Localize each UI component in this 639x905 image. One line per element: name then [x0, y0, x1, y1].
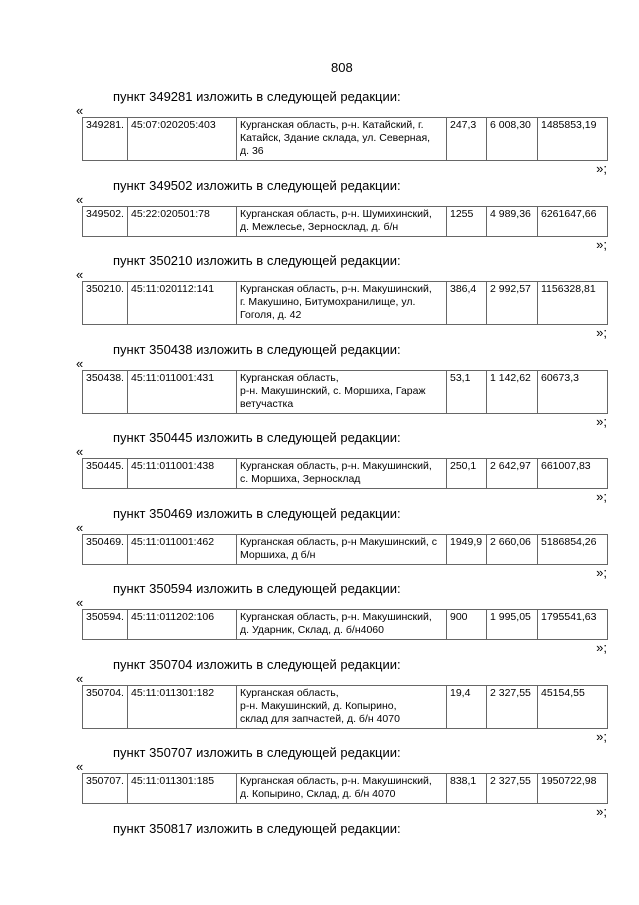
amendment-heading: пункт 349502 изложить в следующей редакции: [113, 177, 401, 193]
amendment-section [0, 507, 639, 583]
table-row [83, 610, 608, 640]
opening-quote: « [76, 595, 84, 610]
table-row [83, 774, 608, 804]
cell-unit-value: 1 995,05 [487, 610, 538, 640]
cell-unit-value: 4 989,36 [487, 206, 538, 236]
cell-number: 350469. [83, 534, 128, 564]
opening-quote: « [76, 103, 84, 118]
table-row [83, 118, 608, 161]
amendment-heading: пункт 350469 изложить в следующей редакции: [113, 505, 401, 521]
closing-quote: »; [596, 728, 607, 744]
cell-total-value: 45154,55 [538, 685, 608, 728]
cell-address: Курганская область, р-н. Макушинский, г. Макушино, Битумохранилище, ул. Гоголя, д. 42 [237, 282, 447, 325]
cell-number: 350210. [83, 282, 128, 325]
cell-cadastral-number: 45:07:020205:403 [128, 118, 237, 161]
cell-address: Курганская область, р-н. Макушинский, с. Моршиха, Зерносклад [237, 459, 447, 489]
cell-number: 349502. [83, 206, 128, 236]
table-row [83, 534, 608, 564]
amendment-section [0, 254, 639, 343]
cell-total-value: 1795541,63 [538, 610, 608, 640]
cell-area: 247,3 [447, 118, 487, 161]
closing-quote: »; [596, 804, 607, 819]
cell-number: 350707. [83, 774, 128, 804]
amendment-section [0, 746, 639, 822]
table-row [83, 685, 608, 728]
amendment-heading: пункт 350438 изложить в следующей редакции: [113, 341, 401, 357]
cell-total-value: 5186854,26 [538, 534, 608, 564]
cell-cadastral-number: 45:11:011001:431 [128, 370, 237, 413]
cell-unit-value: 2 992,57 [487, 282, 538, 325]
cell-area: 1949,9 [447, 534, 487, 564]
cell-number: 350704. [83, 685, 128, 728]
property-table [82, 117, 608, 161]
property-table [82, 281, 608, 325]
cell-number: 350445. [83, 459, 128, 489]
cell-total-value: 661007,83 [538, 459, 608, 489]
amendment-section [0, 658, 639, 747]
opening-quote: « [76, 670, 84, 686]
cell-cadastral-number: 45:22:020501:78 [128, 206, 237, 236]
amendment-section [0, 431, 639, 507]
cell-unit-value: 6 008,30 [487, 118, 538, 161]
property-table [82, 458, 608, 489]
closing-quote: »; [596, 236, 607, 252]
property-table [82, 370, 608, 414]
cell-number: 350438. [83, 370, 128, 413]
cell-total-value: 1950722,98 [538, 774, 608, 804]
cell-address: Курганская область, р-н Макушинский, с Моршиха, д б/н [237, 534, 447, 564]
cell-total-value: 1156328,81 [538, 282, 608, 325]
table-row [83, 459, 608, 489]
cell-cadastral-number: 45:11:011001:438 [128, 459, 237, 489]
cell-area: 838,1 [447, 774, 487, 804]
opening-quote: « [76, 355, 84, 371]
table-row [83, 206, 608, 236]
amendment-list [0, 90, 639, 836]
cell-cadastral-number: 45:11:020112:141 [128, 282, 237, 325]
opening-quote: « [76, 444, 84, 459]
amendment-section [0, 179, 639, 255]
cell-cadastral-number: 45:11:011301:182 [128, 685, 237, 728]
cell-cadastral-number: 45:11:011001:462 [128, 534, 237, 564]
cell-number: 350594. [83, 610, 128, 640]
amendment-section [0, 582, 639, 658]
cell-unit-value: 1 142,62 [487, 370, 538, 413]
cell-total-value: 60673,3 [538, 370, 608, 413]
closing-quote: »; [596, 161, 607, 176]
cell-total-value: 1485853,19 [538, 118, 608, 161]
cell-address: Курганская область, р-н. Макушинский, с. Моршиха, Гараж ветучастка [237, 370, 447, 413]
closing-quote: »; [596, 564, 607, 580]
cell-area: 900 [447, 610, 487, 640]
cell-total-value: 6261647,66 [538, 206, 608, 236]
amendment-heading: пункт 350707 изложить в следующей редакции: [113, 745, 401, 760]
cell-area: 53,1 [447, 370, 487, 413]
cell-address: Курганская область, р-н. Катайский, г. Катайск, Здание склада, ул. Северная, д. 36 [237, 118, 447, 161]
amendment-heading: пункт 350594 изложить в следующей редакции: [113, 581, 401, 596]
property-table [82, 773, 608, 804]
page-number: 808 [331, 60, 353, 75]
property-table [82, 609, 608, 640]
table-row [83, 282, 608, 325]
amendment-section [0, 822, 639, 836]
cell-area: 386,4 [447, 282, 487, 325]
cell-area: 250,1 [447, 459, 487, 489]
cell-address: Курганская область, р-н. Макушинский, д. Копырино, Склад, д. б/н 4070 [237, 774, 447, 804]
property-table [82, 685, 608, 729]
cell-address: Курганская область, р-н. Макушинский, д. Ударник, Склад, д. б/н4060 [237, 610, 447, 640]
closing-quote: »; [596, 325, 607, 340]
amendment-heading: пункт 350210 изложить в следующей редакции: [113, 253, 401, 268]
amendment-heading: пункт 350817 изложить в следующей редакции: [113, 820, 401, 836]
cell-cadastral-number: 45:11:011301:185 [128, 774, 237, 804]
cell-cadastral-number: 45:11:011202:106 [128, 610, 237, 640]
property-table [82, 206, 608, 237]
opening-quote: « [76, 759, 84, 774]
amendment-section [0, 90, 639, 179]
cell-unit-value: 2 642,97 [487, 459, 538, 489]
closing-quote: »; [596, 489, 607, 504]
property-table [82, 534, 608, 565]
opening-quote: « [76, 191, 84, 207]
amendment-heading: пункт 349281 изложить в следующей редакции: [113, 89, 401, 104]
cell-unit-value: 2 327,55 [487, 685, 538, 728]
table-row [83, 370, 608, 413]
amendment-heading: пункт 350704 изложить в следующей редакции: [113, 656, 401, 672]
cell-number: 349281. [83, 118, 128, 161]
cell-address: Курганская область, р-н. Шумихинский, д. Межлесье, Зерносклад, д. б/н [237, 206, 447, 236]
opening-quote: « [76, 267, 84, 282]
cell-area: 19,4 [447, 685, 487, 728]
amendment-heading: пункт 350445 изложить в следующей редакции: [113, 430, 401, 445]
closing-quote: »; [596, 640, 607, 655]
cell-unit-value: 2 327,55 [487, 774, 538, 804]
amendment-section [0, 343, 639, 432]
cell-unit-value: 2 660,06 [487, 534, 538, 564]
closing-quote: »; [596, 413, 607, 429]
cell-area: 1255 [447, 206, 487, 236]
opening-quote: « [76, 519, 84, 535]
cell-address: Курганская область, р-н. Макушинский, д. Копырино, склад для запчастей, д. б/н 4070 [237, 685, 447, 728]
